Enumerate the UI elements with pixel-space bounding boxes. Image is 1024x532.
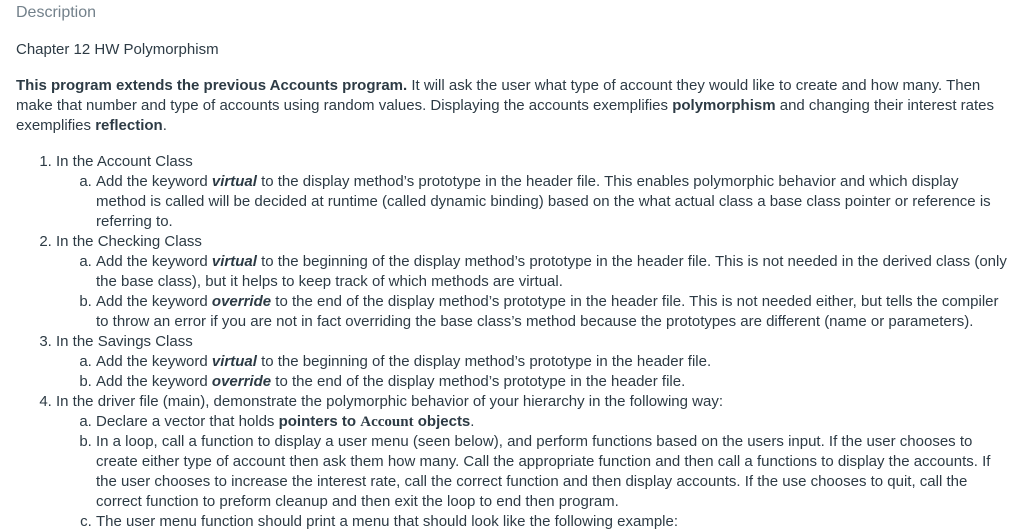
substep <box>96 172 1008 232</box>
substep <box>96 512 1008 532</box>
account-class-name: Account <box>360 414 414 430</box>
step-driver-file <box>56 392 1008 532</box>
substeps-list <box>56 252 1008 332</box>
substep-text: Add the keyword <box>96 373 212 390</box>
substep-text: Add the keyword <box>96 353 212 370</box>
objects-label: objects <box>413 413 471 430</box>
step-label: In the Account Class <box>56 153 193 170</box>
substep-text: to the beginning of the display method’s prototype in the header file. This is not needed in the derived class (only the base class), but it helps to keep track of which methods are virtual. <box>96 253 1007 290</box>
keyword-override: override <box>211 293 272 310</box>
keyword-override: override <box>211 373 272 390</box>
substeps-list <box>56 172 1008 232</box>
substeps-list <box>56 352 1008 392</box>
substep <box>96 432 1008 512</box>
substep-text: to the beginning of the display method’s prototype in the header file. <box>256 353 712 370</box>
substep-text: to the end of the display method’s prototype in the header file. <box>271 373 686 390</box>
keyword-virtual: virtual <box>211 173 257 190</box>
pointers-to-label: pointers to <box>278 413 361 430</box>
intro-text-2: and changing their interest rates exemplifies <box>16 97 995 134</box>
step-account-class <box>56 152 1008 232</box>
step-checking-class <box>56 232 1008 332</box>
intro-polymorphism: polymorphism <box>672 97 776 114</box>
keyword-virtual: virtual <box>211 253 257 270</box>
intro-lead: This program extends the previous Accounts program. <box>16 77 408 94</box>
substep <box>96 252 1008 292</box>
substep-text: Add the keyword <box>96 293 212 310</box>
step-label: In the Savings Class <box>56 333 193 350</box>
step-label: In the driver file (main), demonstrate the polymorphic behavior of your hierarchy in the following way: <box>56 393 723 410</box>
step-savings-class <box>56 332 1008 392</box>
substep <box>96 352 1008 372</box>
substep-text: Declare a vector that holds <box>96 413 279 430</box>
substep-text: Add the keyword <box>96 253 212 270</box>
step-label: In the Checking Class <box>56 233 202 250</box>
substep-text: In a loop, call a function to display a user menu (seen below), and perform functions based on the users input. If the user chooses to create either type of account then ask them how many. Call the appropriate function and then call a functions to display the accounts. If the user chooses to increase the interest rate, call the correct function and then display accounts. If the use chooses to quit, call the correct function to preform cleanup and then exit the loop to end then program. <box>96 433 991 510</box>
substep-text: Add the keyword <box>96 173 212 190</box>
steps-list <box>16 152 1008 532</box>
substep <box>96 412 1008 432</box>
substep-text: to the display method’s prototype in the header file. This enables polymorphic behavior and which display method is called will be decided at runtime (called dynamic binding) based on the what actual class a base class pointer or reference is referring to. <box>96 173 991 230</box>
substep <box>96 292 1008 332</box>
substeps-list <box>56 412 1008 532</box>
substep-text: . <box>470 413 475 430</box>
intro-paragraph <box>16 76 1008 136</box>
substep-text: to the end of the display method’s prototype in the header file. This is not needed either, but tells the compiler to throw an error if you are not in fact overriding the base class’s method because the prototypes are different (name or parameters). <box>96 293 999 330</box>
substep-text: The user menu function should print a menu that should look like the following example: <box>96 513 679 530</box>
section-heading: Description <box>16 4 97 21</box>
substep <box>96 372 1008 392</box>
intro-text-3: . <box>162 117 167 134</box>
intro-reflection: reflection <box>95 117 163 134</box>
document-title: Chapter 12 HW Polymorphism <box>16 41 219 58</box>
keyword-virtual: virtual <box>211 353 257 370</box>
intro-text-1: It will ask the user what type of account they would like to create and how many. Then make that number and type of accounts using random values. Displaying the accounts exemplifies <box>16 77 981 114</box>
